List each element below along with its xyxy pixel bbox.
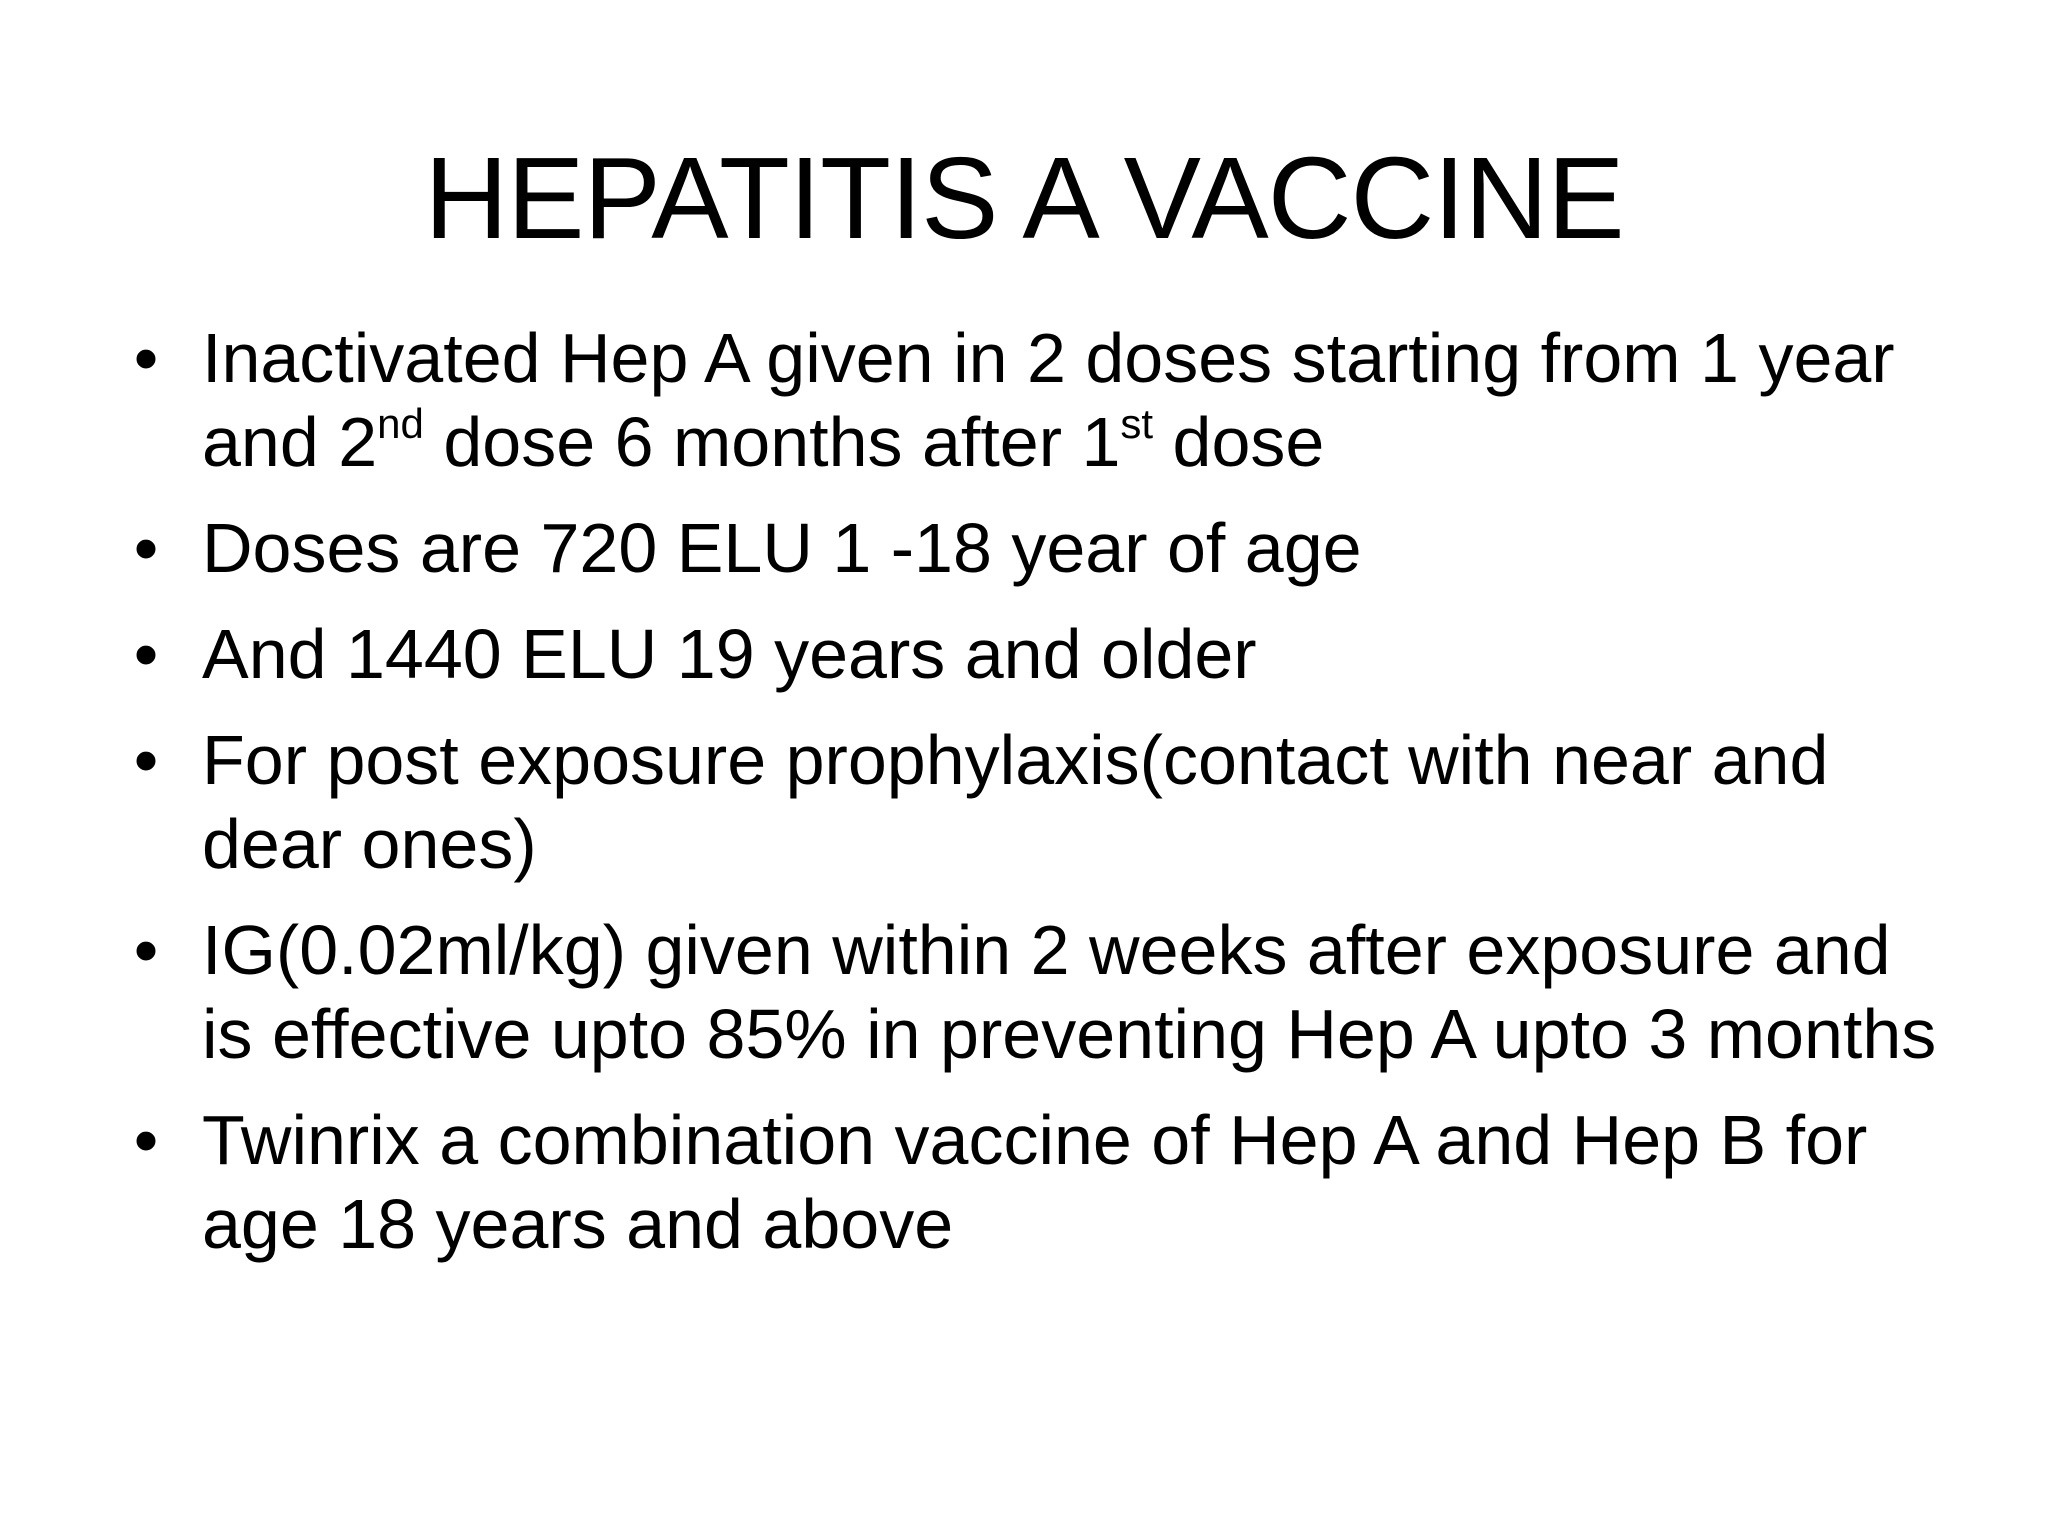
bullet-item (120, 316, 1950, 484)
bullet-text: Doses are 720 ELU 1 -18 year of age (202, 509, 1362, 587)
bullet-icon: • (133, 1101, 159, 1179)
bullet-text: And 1440 ELU 19 years and older (202, 615, 1257, 693)
bullet-text: For post exposure prophylaxis(contact with near and dear ones) (202, 721, 1829, 883)
bullet-item (120, 612, 1950, 696)
bullet-text: Inactivated Hep A given in 2 doses starting from 1 year and 2nd dose 6 months after 1st dose (202, 319, 1895, 481)
bullet-icon: • (133, 911, 159, 989)
bullet-item (120, 718, 1950, 886)
bullet-icon: • (133, 509, 159, 587)
bullet-text: IG(0.02ml/kg) given within 2 weeks after exposure and is effective upto 85% in preventing Hep A upto 3 months (202, 911, 1937, 1073)
slide-title: HEPATITIS A VACCINE (424, 133, 1624, 263)
bullet-list (120, 316, 1950, 1288)
bullet-icon: • (133, 721, 159, 799)
bullet-item (120, 1098, 1950, 1266)
superscript: nd (377, 400, 424, 447)
bullet-item (120, 908, 1950, 1076)
superscript: st (1120, 400, 1154, 447)
bullet-icon: • (133, 319, 159, 397)
bullet-item (120, 506, 1950, 590)
bullet-icon: • (133, 615, 159, 693)
bullet-text: Twinrix a combination vaccine of Hep A and Hep B for age 18 years and above (202, 1101, 1868, 1263)
